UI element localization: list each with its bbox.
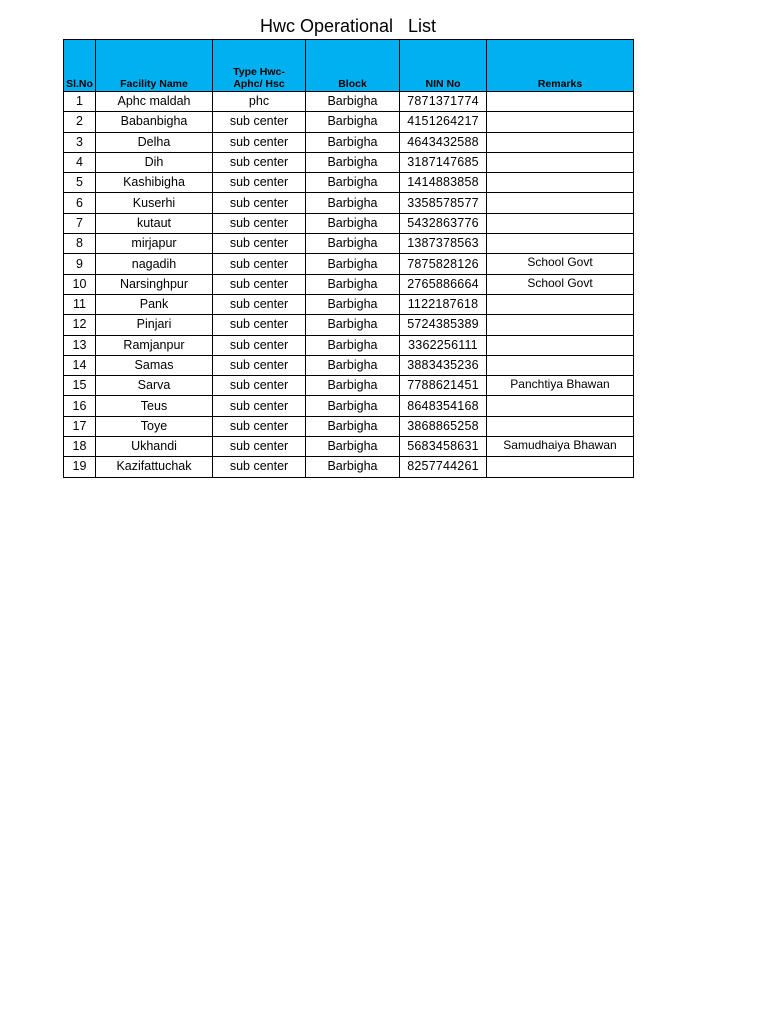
cell-sl-no: 9 — [64, 254, 96, 274]
table-row — [64, 173, 634, 193]
table-row — [64, 234, 634, 254]
cell-nin-no: 3362256111 — [400, 335, 487, 355]
cell-type: sub center — [213, 437, 306, 457]
cell-type: sub center — [213, 234, 306, 254]
table-row — [64, 193, 634, 213]
cell-nin-no: 4643432588 — [400, 132, 487, 152]
cell-nin-no: 3187147685 — [400, 152, 487, 172]
cell-nin-no: 2765886664 — [400, 274, 487, 294]
cell-remarks — [487, 416, 634, 436]
page-title: Hwc Operational List — [259, 16, 437, 36]
cell-nin-no: 1414883858 — [400, 173, 487, 193]
cell-sl-no: 18 — [64, 437, 96, 457]
cell-block: Barbigha — [306, 294, 400, 314]
cell-nin-no: 7875828126 — [400, 254, 487, 274]
cell-remarks — [487, 355, 634, 375]
table-row — [64, 92, 634, 112]
cell-sl-no: 1 — [64, 92, 96, 112]
cell-block: Barbigha — [306, 416, 400, 436]
cell-facility-name: Pank — [96, 294, 213, 314]
cell-remarks — [487, 234, 634, 254]
table-row — [64, 294, 634, 314]
cell-facility-name: nagadih — [96, 254, 213, 274]
cell-nin-no: 5724385389 — [400, 315, 487, 335]
cell-remarks — [487, 152, 634, 172]
cell-type: sub center — [213, 335, 306, 355]
cell-facility-name: Ramjanpur — [96, 335, 213, 355]
cell-type: sub center — [213, 274, 306, 294]
cell-facility-name: Dih — [96, 152, 213, 172]
cell-nin-no: 7871371774 — [400, 92, 487, 112]
cell-nin-no: 3868865258 — [400, 416, 487, 436]
cell-type: sub center — [213, 376, 306, 396]
cell-sl-no: 15 — [64, 376, 96, 396]
cell-type: sub center — [213, 396, 306, 416]
cell-facility-name: Sarva — [96, 376, 213, 396]
cell-remarks: Samudhaiya Bhawan — [487, 437, 634, 457]
header-row — [64, 40, 634, 92]
cell-nin-no: 7788621451 — [400, 376, 487, 396]
table-row — [64, 457, 634, 477]
cell-block: Barbigha — [306, 234, 400, 254]
cell-type: sub center — [213, 193, 306, 213]
header-block: Block — [306, 40, 400, 92]
header-sl-no: Sl.No — [64, 40, 96, 92]
cell-nin-no: 1122187618 — [400, 294, 487, 314]
cell-remarks — [487, 457, 634, 477]
cell-type: sub center — [213, 254, 306, 274]
cell-block: Barbigha — [306, 254, 400, 274]
cell-sl-no: 14 — [64, 355, 96, 375]
table-row — [64, 132, 634, 152]
cell-sl-no: 4 — [64, 152, 96, 172]
cell-sl-no: 6 — [64, 193, 96, 213]
cell-sl-no: 7 — [64, 213, 96, 233]
cell-nin-no: 4151264217 — [400, 112, 487, 132]
cell-sl-no: 11 — [64, 294, 96, 314]
cell-remarks: School Govt — [487, 274, 634, 294]
cell-remarks — [487, 112, 634, 132]
cell-remarks — [487, 396, 634, 416]
cell-block: Barbigha — [306, 213, 400, 233]
header-facility-name: Facility Name — [96, 40, 213, 92]
cell-facility-name: kutaut — [96, 213, 213, 233]
cell-block: Barbigha — [306, 355, 400, 375]
table-row — [64, 416, 634, 436]
cell-remarks — [487, 92, 634, 112]
cell-block: Barbigha — [306, 315, 400, 335]
cell-type: sub center — [213, 173, 306, 193]
cell-block: Barbigha — [306, 112, 400, 132]
cell-nin-no: 5432863776 — [400, 213, 487, 233]
cell-sl-no: 5 — [64, 173, 96, 193]
cell-nin-no: 5683458631 — [400, 437, 487, 457]
cell-type: sub center — [213, 457, 306, 477]
cell-nin-no: 3358578577 — [400, 193, 487, 213]
table-row — [64, 274, 634, 294]
cell-type: sub center — [213, 416, 306, 436]
cell-remarks: Panchtiya Bhawan — [487, 376, 634, 396]
cell-remarks: School Govt — [487, 254, 634, 274]
cell-facility-name: Samas — [96, 355, 213, 375]
cell-sl-no: 12 — [64, 315, 96, 335]
cell-facility-name: Kashibigha — [96, 173, 213, 193]
cell-block: Barbigha — [306, 193, 400, 213]
cell-type: sub center — [213, 315, 306, 335]
cell-remarks — [487, 173, 634, 193]
cell-nin-no: 8257744261 — [400, 457, 487, 477]
cell-nin-no: 8648354168 — [400, 396, 487, 416]
cell-facility-name: Ukhandi — [96, 437, 213, 457]
cell-nin-no: 3883435236 — [400, 355, 487, 375]
cell-facility-name: Delha — [96, 132, 213, 152]
table-row — [64, 254, 634, 274]
cell-facility-name: Aphc maldah — [96, 92, 213, 112]
table-row — [64, 112, 634, 132]
cell-sl-no: 13 — [64, 335, 96, 355]
cell-sl-no: 17 — [64, 416, 96, 436]
table-row — [64, 315, 634, 335]
cell-remarks — [487, 132, 634, 152]
cell-block: Barbigha — [306, 396, 400, 416]
cell-type: phc — [213, 92, 306, 112]
cell-block: Barbigha — [306, 92, 400, 112]
cell-sl-no: 19 — [64, 457, 96, 477]
table-body — [64, 92, 634, 478]
cell-block: Barbigha — [306, 132, 400, 152]
table-row — [64, 152, 634, 172]
cell-block: Barbigha — [306, 437, 400, 457]
table-row — [64, 355, 634, 375]
cell-sl-no: 3 — [64, 132, 96, 152]
cell-block: Barbigha — [306, 274, 400, 294]
cell-facility-name: Pinjari — [96, 315, 213, 335]
cell-facility-name: Kazifattuchak — [96, 457, 213, 477]
cell-block: Barbigha — [306, 152, 400, 172]
cell-block: Barbigha — [306, 173, 400, 193]
cell-sl-no: 16 — [64, 396, 96, 416]
cell-remarks — [487, 335, 634, 355]
table-row — [64, 396, 634, 416]
header-remarks: Remarks — [487, 40, 634, 92]
cell-type: sub center — [213, 132, 306, 152]
cell-sl-no: 10 — [64, 274, 96, 294]
cell-type: sub center — [213, 355, 306, 375]
cell-block: Barbigha — [306, 376, 400, 396]
cell-nin-no: 1387378563 — [400, 234, 487, 254]
cell-facility-name: Teus — [96, 396, 213, 416]
cell-type: sub center — [213, 112, 306, 132]
cell-block: Barbigha — [306, 457, 400, 477]
cell-remarks — [487, 315, 634, 335]
cell-remarks — [487, 294, 634, 314]
cell-facility-name: Toye — [96, 416, 213, 436]
cell-remarks — [487, 213, 634, 233]
table-row — [64, 213, 634, 233]
facility-table — [63, 39, 634, 478]
cell-facility-name: Babanbigha — [96, 112, 213, 132]
cell-facility-name: Narsinghpur — [96, 274, 213, 294]
table-row — [64, 376, 634, 396]
cell-remarks — [487, 193, 634, 213]
cell-facility-name: mirjapur — [96, 234, 213, 254]
header-nin-no: NIN No — [400, 40, 487, 92]
table-row — [64, 437, 634, 457]
cell-type: sub center — [213, 294, 306, 314]
cell-sl-no: 8 — [64, 234, 96, 254]
cell-facility-name: Kuserhi — [96, 193, 213, 213]
header-type: Type Hwc- Aphc/ Hsc — [213, 40, 306, 92]
cell-block: Barbigha — [306, 335, 400, 355]
cell-type: sub center — [213, 152, 306, 172]
table-row — [64, 335, 634, 355]
cell-sl-no: 2 — [64, 112, 96, 132]
cell-type: sub center — [213, 213, 306, 233]
